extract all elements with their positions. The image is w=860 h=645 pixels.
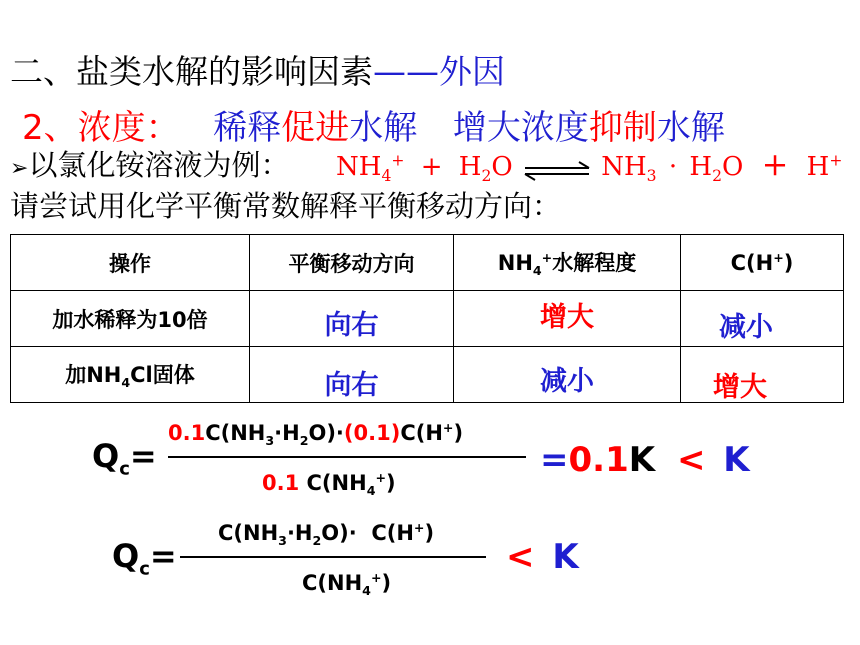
formula1-fraction-bar bbox=[168, 456, 526, 458]
instruction-text: 请尝试用化学平衡常数解释平衡移动方向： bbox=[10, 189, 562, 223]
example-text: 以氯化铵溶液为例： bbox=[28, 148, 290, 182]
dilute-red: 促进 bbox=[281, 108, 350, 148]
formula1-lhs: $Q_c=$ bbox=[92, 437, 157, 480]
title-prefix: 二、盐类水解的影响因素 bbox=[10, 52, 373, 91]
concentration-label: 2、浓度： bbox=[22, 108, 180, 148]
row2-ch: 增大 bbox=[713, 372, 767, 403]
increase-red: 抑制 bbox=[588, 108, 657, 148]
page-title bbox=[10, 46, 505, 93]
experiment-table bbox=[10, 234, 844, 403]
formula2-denominator: $C(NH_4^+)$ bbox=[302, 570, 392, 599]
formula1-result: =0.1K < K bbox=[540, 440, 750, 480]
row1-direction: 向右 bbox=[324, 310, 379, 341]
row2-operation: 加$NH_4Cl$固体 bbox=[11, 347, 250, 403]
table-row bbox=[11, 347, 844, 403]
concentration-line bbox=[22, 100, 725, 149]
row1-ch: 减小 bbox=[719, 312, 773, 343]
title-dash: —— bbox=[373, 52, 439, 91]
row1-degree: 增大 bbox=[540, 302, 594, 333]
table-row bbox=[11, 291, 844, 347]
formula2-lhs: $Q_c=$ bbox=[112, 537, 177, 580]
header-degree: $NH_4^+$水解程度 bbox=[454, 235, 681, 291]
dilute-post: 水解 bbox=[349, 108, 418, 148]
bullet-icon: ➢ bbox=[10, 156, 29, 181]
equilibrium-arrows-icon-svg bbox=[521, 161, 593, 181]
formula2-fraction-bar bbox=[180, 556, 486, 558]
title-suffix: 外因 bbox=[439, 52, 505, 91]
formula1-denominator: 0.1 $C(NH_4^+)$ bbox=[262, 470, 396, 499]
equilibrium-arrows-icon bbox=[521, 158, 593, 178]
row2-degree: 减小 bbox=[540, 366, 594, 397]
header-operation: 操作 bbox=[11, 235, 250, 291]
row2-direction-cell bbox=[250, 347, 454, 403]
hydrolysis-equation: $NH_4^+ + H_2O$ $NH_3 \cdot H_2O + H^+$ bbox=[336, 145, 843, 186]
row2-ch-cell bbox=[681, 347, 844, 403]
row1-degree-cell bbox=[454, 291, 681, 347]
increase-post: 水解 bbox=[656, 108, 725, 148]
formula2-result: < K bbox=[506, 537, 579, 577]
table-header-row bbox=[11, 235, 844, 291]
row1-direction-cell bbox=[250, 291, 454, 347]
example-line bbox=[10, 143, 289, 184]
row2-direction: 向右 bbox=[324, 370, 379, 401]
header-ch: C(H+) bbox=[681, 235, 844, 291]
dilute-pre: 稀释 bbox=[213, 108, 282, 148]
row2-degree-cell bbox=[454, 347, 681, 403]
header-direction: 平衡移动方向 bbox=[250, 235, 454, 291]
increase-pre: 增大浓度 bbox=[452, 108, 589, 148]
formula2-numerator: $C(NH_3\cdot H_2O)\cdot C(H^+)$ bbox=[218, 520, 435, 549]
formula1-numerator: $0.1C(NH_3\cdot H_2O)\cdot(0.1)C(H^+)$ bbox=[168, 420, 464, 449]
row1-ch-cell bbox=[681, 291, 844, 347]
row1-operation: 加水稀释为10倍 bbox=[11, 291, 250, 347]
